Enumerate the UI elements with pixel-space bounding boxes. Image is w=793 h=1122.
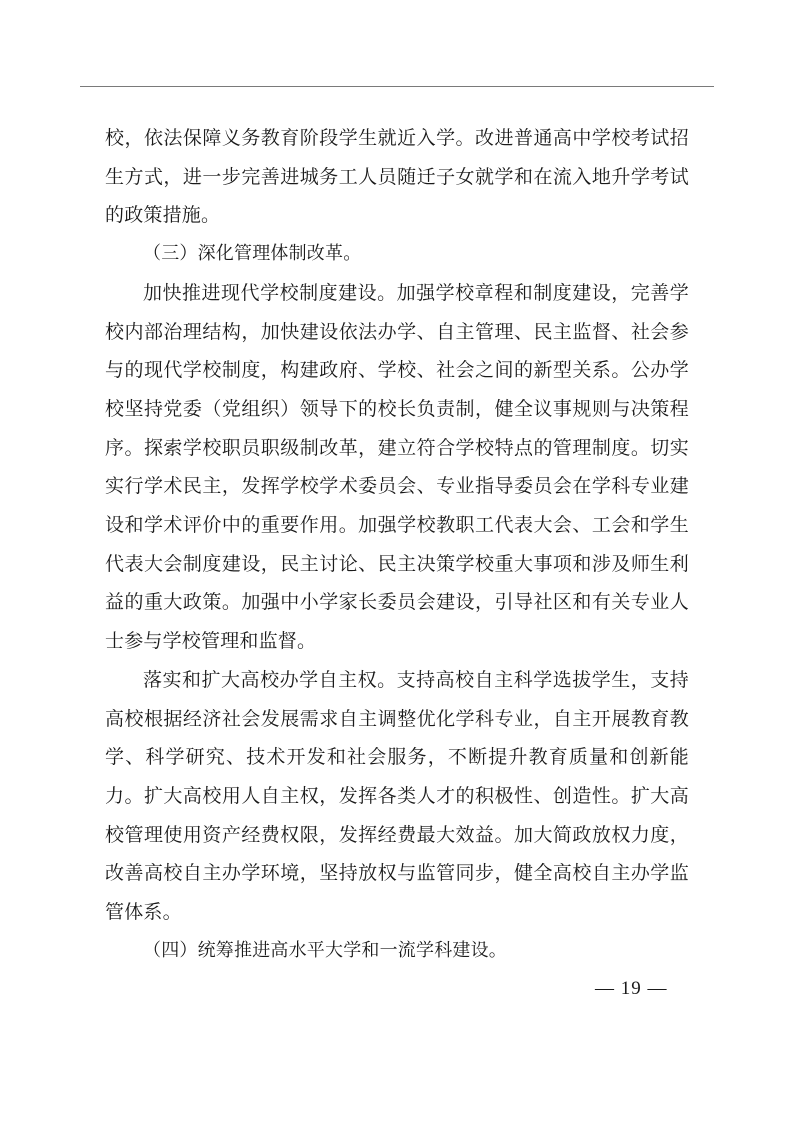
section-heading-4: （四）统筹推进高水平大学和一流学科建设。 (143, 939, 507, 961)
section-heading-3: （三）深化管理体制改革。 (143, 243, 362, 265)
document-body (105, 119, 689, 970)
paragraph-modern-school-system: 加快推进现代学校制度建设。加强学校章程和制度建设，完善学校内部治理结构，加快建设依法办学、自主管理、民主监督、社会参与的现代学校制度，构建政府、学校、社会之间的新型关系。公办学校坚持党委（党组织）领导下的校长负责制，健全议事规则与决策程序。探索学校职员职级制改革，建立符合学校特点的管理制度。切实实行学术民主，发挥学校学术委员会、专业指导委员会在学科专业建设和学术评价中的重要作用。加强学校教职工代表大会、工会和学生代表大会制度建设，民主讨论、民主决策学校重大事项和涉及师生利益的重大政策。加强中小学家长委员会建设，引导社区和有关专业人士参与学校管理和监督。 (105, 281, 689, 653)
paragraph-university-autonomy: 落实和扩大高校办学自主权。支持高校自主科学选拔学生，支持高校根据经济社会发展需求自主调整优化学科专业，自主开展教育教学、科学研究、技术开发和社会服务，不断提升教育质量和创新能力。扩大高校用人自主权，发挥各类人才的积极性、创造性。扩大高校管理使用资产经费权限，发挥经费最大效益。加大简政放权力度，改善高校自主办学环境，坚持放权与监管同步，健全高校自主办学监管体系。 (105, 668, 689, 924)
header-rule (80, 86, 714, 87)
page-number: — 19 — (595, 978, 668, 999)
paragraph-continuation: 校，依法保障义务教育阶段学生就近入学。改进普通高中学校考试招生方式，进一步完善进城务工人员随迁子女就学和在流入地升学考试的政策措施。 (105, 127, 689, 227)
